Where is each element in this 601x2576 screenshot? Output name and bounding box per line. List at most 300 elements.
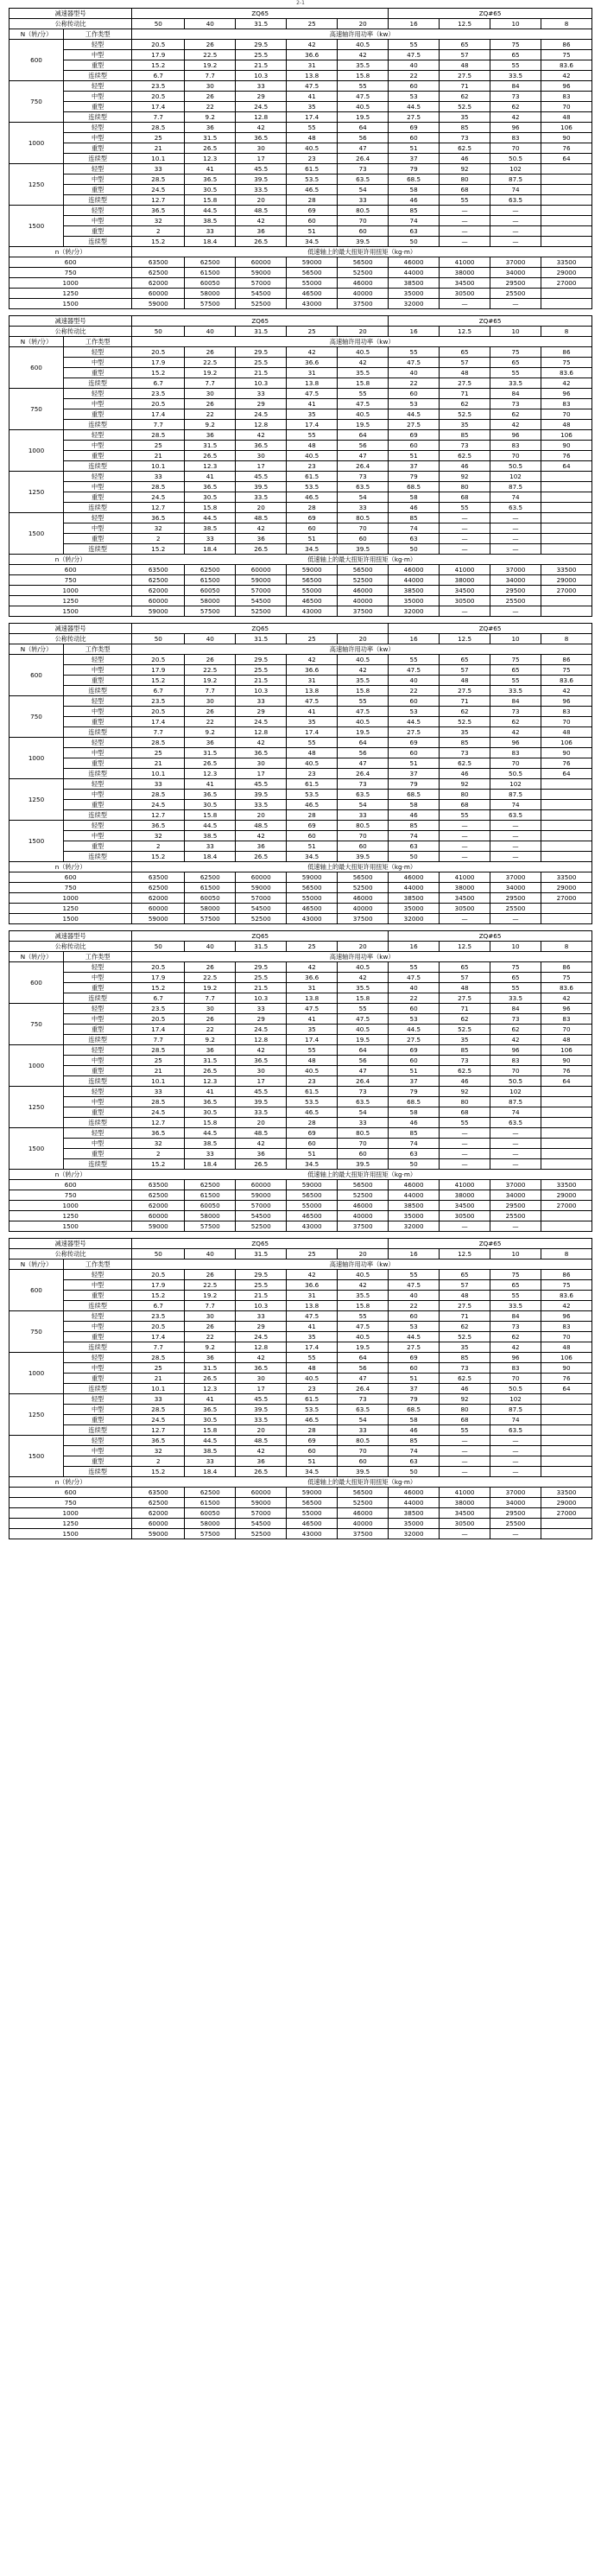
table-row [9,1076,592,1087]
power-value-cell: 65 [490,50,541,60]
power-value-cell: 83.6 [541,983,592,993]
power-value-cell: 19.5 [338,727,389,738]
ratio-value: 20 [338,634,389,644]
torque-value-cell: 46500 [287,1519,338,1529]
table-row [9,441,592,451]
work-type-cell: 中型 [64,482,132,492]
top-spacer [0,0,601,8]
spec-table [9,623,592,924]
ratio-value: 20 [338,942,389,952]
power-value-cell: 37 [389,154,440,164]
power-value-cell: 29.5 [236,655,287,665]
torque-value-cell: 38500 [389,893,440,904]
power-value-cell: 58 [389,185,440,195]
torque-value-cell: 46000 [389,257,440,268]
power-value-cell: 48 [287,441,338,451]
torque-rpm-label: 1250 [9,289,132,299]
work-type-cell: 轻型 [64,1353,132,1363]
power-value-cell: 36.5 [185,482,236,492]
torque-value-cell: 62500 [185,257,236,268]
torque-value-cell: 60000 [132,1519,185,1529]
power-value-cell: 62 [440,92,490,102]
power-value-cell: 36.5 [185,174,236,185]
table-row [9,1415,592,1425]
power-value-cell: 30 [185,1004,236,1014]
rpm-group-label: 1000 [9,1045,64,1087]
power-value-cell: — [440,513,490,523]
power-value-cell: 37 [389,1384,440,1394]
power-value-cell: 42 [236,523,287,534]
power-value-cell: 6.7 [132,378,185,389]
torque-value-cell: 38000 [440,575,490,586]
work-type-cell: 中型 [64,1322,132,1332]
power-value-cell: 46.5 [287,800,338,810]
power-value-cell: 7.7 [185,686,236,696]
power-value-cell: 46 [440,461,490,472]
power-value-cell: 60 [338,841,389,852]
power-value-cell: 20 [236,810,287,821]
power-value-cell: 29 [236,707,287,717]
rpm-group-label: 1250 [9,1087,64,1128]
power-value-cell: 36.5 [132,1128,185,1139]
power-value-cell: 17.4 [132,409,185,420]
torque-rpm-label: 750 [9,1498,132,1508]
power-value-cell: 50 [389,237,440,247]
torque-value-cell: 61500 [185,883,236,893]
table-row [9,164,592,174]
power-value-cell: 23.5 [132,389,185,399]
torque-value-cell: 41000 [440,257,490,268]
power-value-cell: 102 [490,1394,541,1405]
torque-value-cell [541,1529,592,1539]
torque-value-cell: 27000 [541,893,592,904]
power-value-cell: 15.2 [132,1467,185,1477]
power-value-cell: 18.4 [185,237,236,247]
table-row [9,1221,592,1232]
power-value-cell: 44.5 [389,1025,440,1035]
torque-value-cell: 58000 [185,1519,236,1529]
work-type-cell: 轻型 [64,1087,132,1097]
torque-value-cell: 35000 [389,1519,440,1529]
power-value-cell: 26 [185,399,236,409]
power-value-cell: 76 [541,1066,592,1076]
ratio-value: 10 [490,1249,541,1259]
torque-value-cell: 58000 [185,904,236,914]
power-value-cell: 12.8 [236,1035,287,1045]
power-value-cell: 33 [185,226,236,237]
model-code-zq65d: ZQ#65 [389,316,592,327]
power-value-cell: 41 [287,1322,338,1332]
power-header: 高速轴许用功率（kw） [132,1259,592,1270]
power-value-cell: 40 [389,368,440,378]
power-value-cell: 25.5 [236,1280,287,1291]
power-value-cell: 46 [389,195,440,206]
power-value-cell: 6.7 [132,686,185,696]
power-value-cell: 70 [541,102,592,112]
power-value-cell: 26.4 [338,461,389,472]
power-value-cell: — [440,821,490,831]
power-value-cell: 79 [389,164,440,174]
power-value-cell: 23 [287,1076,338,1087]
power-value-cell: 86 [541,40,592,50]
power-value-cell: 42 [490,1342,541,1353]
power-value-cell: 33 [185,1149,236,1159]
power-value-cell: 36.5 [236,133,287,143]
torque-value-cell: 44000 [389,268,440,278]
power-value-cell: 26.5 [236,237,287,247]
power-value-cell: 10.3 [236,686,287,696]
torque-value-cell: 60050 [185,586,236,596]
power-value-cell: 24.5 [236,717,287,727]
power-value-cell: 36 [236,1149,287,1159]
work-type-cell: 轻型 [64,738,132,748]
power-value-cell: 33 [338,1425,389,1436]
power-value-cell: 28.5 [132,1353,185,1363]
work-type-cell: 连续型 [64,1035,132,1045]
work-type-cell: 轻型 [64,1004,132,1014]
table-row [9,206,592,216]
power-value-cell: 24.5 [132,185,185,195]
power-value-cell: 69 [287,1128,338,1139]
power-value-cell: 36 [185,123,236,133]
power-value-cell: 64 [338,123,389,133]
torque-value-cell: 32000 [389,299,440,309]
power-value-cell: 33 [185,841,236,852]
power-value-cell: 56 [338,1056,389,1066]
power-value-cell: 24.5 [236,102,287,112]
power-value-cell: 21.5 [236,60,287,71]
work-type-cell: 重型 [64,676,132,686]
power-value-cell: — [490,831,541,841]
power-value-cell: 7.7 [132,420,185,430]
torque-value-cell: 34500 [440,278,490,289]
torque-value-cell: — [490,606,541,617]
power-value-cell: 33.5 [236,800,287,810]
work-type-cell: 连续型 [64,195,132,206]
table-row [9,40,592,50]
torque-value-cell: 34500 [440,893,490,904]
torque-value-cell: 62000 [132,1201,185,1211]
table-row [9,503,592,513]
power-value-cell: 47.5 [287,389,338,399]
work-type-cell: 中型 [64,748,132,758]
power-value-cell [541,1467,592,1477]
torque-value-cell: 61500 [185,268,236,278]
torque-value-cell: 43000 [287,914,338,924]
power-value-cell: — [490,206,541,216]
table-row [9,1322,592,1332]
power-value-cell: 106 [541,1045,592,1056]
work-type-cell: 重型 [64,534,132,544]
power-value-cell: 84 [490,1004,541,1014]
work-type-cell: 轻型 [64,123,132,133]
power-value-cell: 21 [132,1374,185,1384]
power-value-cell: 33 [338,1118,389,1128]
power-value-cell: 10.1 [132,769,185,779]
power-value-cell: — [440,523,490,534]
table-row [9,993,592,1004]
model-code-zq65: ZQ65 [132,624,389,634]
torque-value-cell: 32000 [389,1221,440,1232]
power-value-cell: 2 [132,841,185,852]
power-value-cell: 20.5 [132,40,185,50]
power-value-cell: 68 [440,1415,490,1425]
n-small-label: n（转/分） [9,1477,132,1488]
ratio-value: 50 [132,19,185,29]
torque-value-cell: 46500 [287,904,338,914]
work-type-label: 工作类型 [64,1259,132,1270]
power-value-cell: 79 [389,1394,440,1405]
torque-value-cell: 59000 [132,299,185,309]
ratio-value: 50 [132,1249,185,1259]
power-value-cell: 64 [541,461,592,472]
power-value-cell: 36.5 [236,1363,287,1374]
power-value-cell: 44.5 [185,206,236,216]
power-value-cell: 24.5 [236,409,287,420]
table-row [9,29,592,40]
power-value-cell: 32 [132,831,185,841]
power-value-cell: — [490,513,541,523]
work-type-cell: 轻型 [64,1045,132,1056]
torque-value-cell: 61500 [185,1190,236,1201]
power-value-cell: 47.5 [338,1322,389,1332]
work-type-cell: 轻型 [64,81,132,92]
power-value-cell: 9.2 [185,727,236,738]
torque-value-cell: 60000 [236,565,287,575]
torque-value-cell: 37000 [490,565,541,575]
torque-value-cell: 60050 [185,1508,236,1519]
power-value-cell: 40.5 [338,1025,389,1035]
power-value-cell: — [440,534,490,544]
power-value-cell: 47.5 [389,1280,440,1291]
power-value-cell [541,1159,592,1170]
power-value-cell: 46 [389,1118,440,1128]
power-value-cell [541,482,592,492]
power-value-cell: 31 [287,676,338,686]
rpm-group-label: 1500 [9,1436,64,1477]
power-value-cell: 28.5 [132,1097,185,1107]
torque-value-cell: 27000 [541,586,592,596]
power-value-cell: 30 [236,451,287,461]
table-row [9,1180,592,1190]
power-value-cell: 65 [440,655,490,665]
power-value-cell: 30 [185,1311,236,1322]
torque-value-cell: 34000 [490,1190,541,1201]
power-value-cell: 73 [440,1056,490,1066]
table-row [9,606,592,617]
power-value-cell: 50.5 [490,1076,541,1087]
power-value-cell: 15.2 [132,60,185,71]
power-value-cell: 17.4 [287,1342,338,1353]
power-value-cell: 92 [440,1087,490,1097]
ratio-value: 31.5 [236,634,287,644]
torque-value-cell [541,1221,592,1232]
power-value-cell: 20.5 [132,655,185,665]
torque-value-cell: 52500 [236,1529,287,1539]
power-value-cell: 39.5 [338,1159,389,1170]
power-value-cell: 62 [490,102,541,112]
ratio-value: 10 [490,327,541,337]
torque-value-cell: 56500 [287,575,338,586]
torque-value-cell: 37500 [338,1221,389,1232]
model-code-zq65: ZQ65 [132,316,389,327]
rpm-group-label: 600 [9,40,64,81]
power-value-cell: 41 [185,164,236,174]
power-value-cell: 36.5 [185,790,236,800]
work-type-cell: 轻型 [64,206,132,216]
torque-value-cell: 58000 [185,289,236,299]
torque-value-cell: 25500 [490,596,541,606]
torque-rpm-label: 1000 [9,278,132,289]
ratio-value: 12.5 [440,1249,490,1259]
model-code-zq65d: ZQ#65 [389,1239,592,1249]
power-value-cell: 31 [287,368,338,378]
power-value-cell: 70 [541,1025,592,1035]
power-value-cell: 51 [287,1456,338,1467]
torque-value-cell: 40000 [338,1211,389,1221]
n-small-label: n（转/分） [9,247,132,257]
power-value-cell: 70 [338,523,389,534]
power-value-cell: 26.5 [185,1374,236,1384]
power-value-cell: 26.4 [338,1076,389,1087]
power-value-cell: 48 [541,1035,592,1045]
torque-value-cell: 59000 [236,1498,287,1508]
table-row [9,769,592,779]
power-value-cell [541,523,592,534]
power-value-cell: 44.5 [389,717,440,727]
power-value-cell: 7.7 [185,71,236,81]
power-value-cell: — [440,1467,490,1477]
power-value-cell: 33 [132,779,185,790]
table-row [9,707,592,717]
power-value-cell: 23.5 [132,1311,185,1322]
table-row [9,1118,592,1128]
power-value-cell: 83 [541,92,592,102]
power-value-cell: 18.4 [185,1159,236,1170]
table-row [9,523,592,534]
power-value-cell: — [490,226,541,237]
power-value-cell: 21.5 [236,676,287,686]
power-value-cell: 15.8 [185,195,236,206]
table-row [9,451,592,461]
torque-value-cell [541,596,592,606]
table-row [9,368,592,378]
power-value-cell: 42 [338,358,389,368]
work-type-cell: 中型 [64,216,132,226]
power-value-cell: 55 [338,389,389,399]
table-row [9,1291,592,1301]
power-value-cell: 62 [490,409,541,420]
power-value-cell [541,779,592,790]
torque-value-cell: 57000 [236,1508,287,1519]
power-value-cell: 48.5 [236,821,287,831]
spec-table [9,930,592,1232]
power-value-cell: 22.5 [185,50,236,60]
power-value-cell: 47 [338,1374,389,1384]
power-value-cell: 34.5 [287,1159,338,1170]
ratio-label: 公称传动比 [9,19,132,29]
work-type-cell: 连续型 [64,71,132,81]
torque-value-cell: 29000 [541,1190,592,1201]
torque-value-cell: 35000 [389,289,440,299]
power-value-cell: 40 [389,676,440,686]
power-value-cell: 27.5 [440,71,490,81]
power-value-cell: 28 [287,503,338,513]
power-value-cell: 63.5 [490,195,541,206]
power-value-cell: 2 [132,1149,185,1159]
n-small-label: n（转/分） [9,862,132,872]
work-type-cell: 中型 [64,1446,132,1456]
torque-value-cell: 62500 [132,268,185,278]
torque-rpm-label: 750 [9,575,132,586]
torque-value-cell: 55000 [287,1508,338,1519]
power-value-cell: 36 [236,1456,287,1467]
power-value-cell [541,226,592,237]
power-value-cell: 83 [541,1322,592,1332]
power-value-cell: 74 [490,800,541,810]
ratio-value: 12.5 [440,19,490,29]
power-value-cell: 12.8 [236,420,287,430]
torque-rpm-label: 750 [9,1190,132,1201]
torque-value-cell: — [440,914,490,924]
power-value-cell: 17 [236,154,287,164]
torque-value-cell: 41000 [440,872,490,883]
power-value-cell: 42 [541,686,592,696]
power-value-cell: 26.4 [338,1384,389,1394]
power-value-cell: 17.9 [132,973,185,983]
power-value-cell: 53.5 [287,482,338,492]
power-value-cell: 83.6 [541,676,592,686]
ratio-value: 40 [185,1249,236,1259]
torque-value-cell: 29500 [490,278,541,289]
rpm-group-label: 1500 [9,1128,64,1170]
power-value-cell: 48 [440,60,490,71]
torque-value-cell: 25500 [490,904,541,914]
power-value-cell: 33 [236,389,287,399]
power-value-cell: 2 [132,226,185,237]
power-value-cell: 60 [287,1446,338,1456]
power-value-cell: 23.5 [132,696,185,707]
power-value-cell: 36 [185,430,236,441]
table-row [9,872,592,883]
power-value-cell: 80 [440,1405,490,1415]
power-value-cell [541,206,592,216]
power-value-cell: 62 [440,399,490,409]
power-value-cell: 34.5 [287,852,338,862]
table-row [9,123,592,133]
power-value-cell: 63 [389,226,440,237]
torque-value-cell: 57500 [185,299,236,309]
power-value-cell: 58 [389,800,440,810]
power-value-cell: 53.5 [287,174,338,185]
power-value-cell: — [440,544,490,555]
torque-value-cell: 38000 [440,268,490,278]
power-value-cell: 69 [287,821,338,831]
torque-value-cell: 62500 [132,1190,185,1201]
power-value-cell: — [440,841,490,852]
power-value-cell: 96 [490,430,541,441]
torque-value-cell: 44000 [389,883,440,893]
ratio-value: 31.5 [236,942,287,952]
work-type-cell: 连续型 [64,112,132,123]
torque-value-cell [541,606,592,617]
table-row [9,596,592,606]
table-row [9,71,592,81]
power-value-cell: 7.7 [132,1342,185,1353]
power-value-cell: 25 [132,133,185,143]
power-value-cell: 17.4 [132,1025,185,1035]
rpm-group-label: 1500 [9,513,64,555]
